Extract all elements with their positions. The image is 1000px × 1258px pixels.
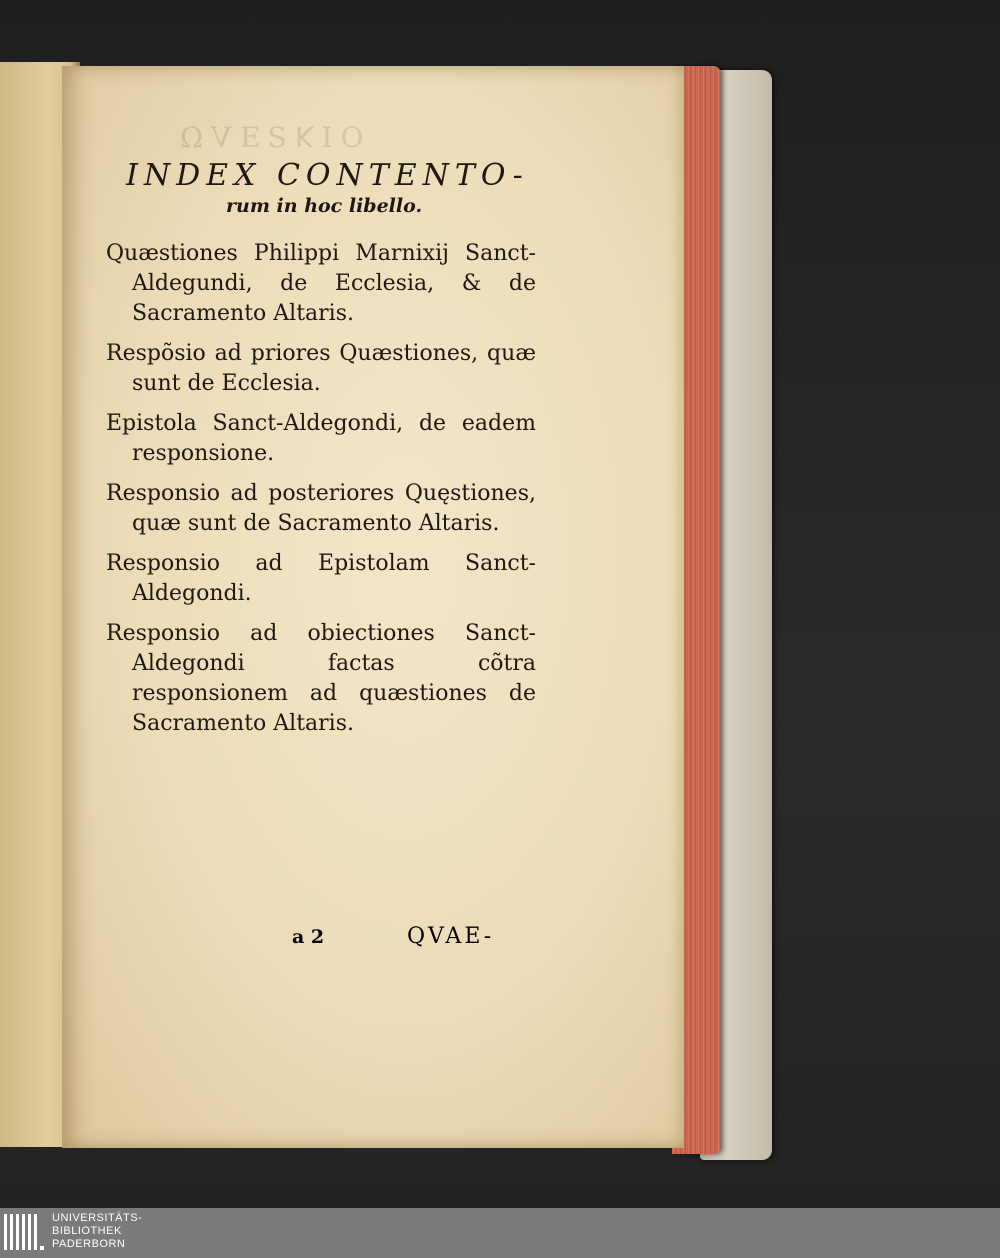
index-entry: Responsio ad obiectiones Sanct-Aldegondi factas cõtra responsionem ad quæstiones de Sacramento Altaris. [106,621,536,736]
index-entry: Quæstiones Philippi Marnixij Sanct-Aldegundi, de Ecclesia, & de Sacramento Altaris. [106,241,536,326]
library-footer [0,1208,1000,1258]
book-page [62,66,684,1148]
index-entries [106,239,536,739]
index-entry: Responsio ad Epistolam Sanct-Aldegondi. [106,551,536,606]
index-title: INDEX CONTENTO- [126,158,529,193]
library-name-line-2: BIBLIOTHEK [52,1225,122,1237]
library-name-line-3: PADERBORN [52,1238,126,1250]
library-name-line-1: UNIVERSITÄTS- [52,1212,143,1224]
index-entry: Responsio ad posteriores Quęstiones, quæ sunt de Sacramento Altaris. [106,481,536,536]
index-entry: Respõsio ad priores Quæstiones, quæ sunt de Ecclesia. [106,341,536,396]
signature-mark: a 2 [292,926,325,948]
index-entry: Epistola Sanct-Aldegondi, de eadem responsione. [106,411,536,466]
page-text [106,158,536,749]
index-subtitle: rum in hoc libello. [226,195,423,217]
catchword: QVAE- [407,924,495,949]
show-through-text: OIꓘƧƎVΩ [172,121,364,154]
library-logo-icon [4,1212,44,1252]
library-name [52,1212,142,1251]
